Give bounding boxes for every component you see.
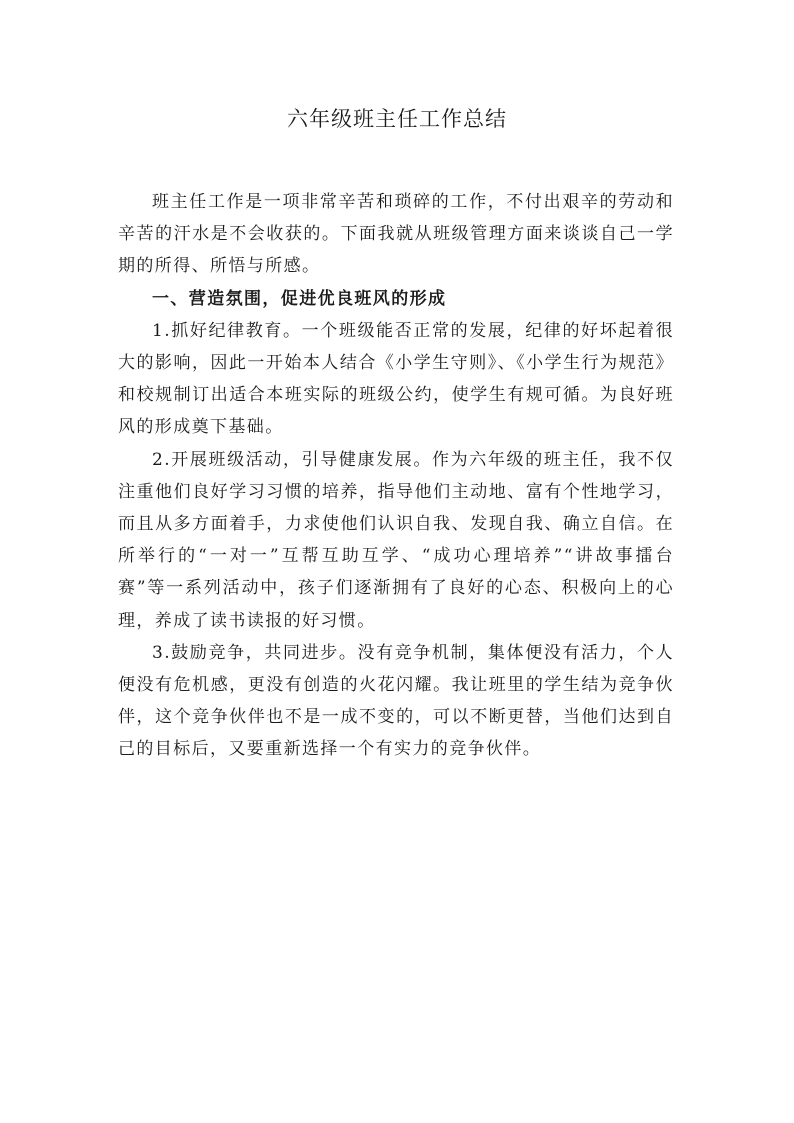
paragraph-activities: 2.开展班级活动，引导健康发展。作为六年级的班主任，我不仅注重他们良好学习习惯的培养，指导他们主动地、富有个性地学习，而且从多方面着手，力求使他们认识自我、发现自我、确立自信。在所举行的“一对一”互帮互助互学、“成功心理培养”“讲故事擂台赛”等一系列活动中，孩子们逐渐拥有了良好的心态、积极向上的心理，养成了读书读报的好习惯。 [118,449,674,631]
document-body [118,186,674,766]
intro-paragraph: 班主任工作是一项非常辛苦和琐碎的工作，不付出艰辛的劳动和辛苦的汗水是不会收获的。下面我就从班级管理方面来谈谈自己一学期的所得、所悟与所感。 [118,192,674,277]
section-heading: 一、营造氛围，促进优良班风的形成 [152,288,447,309]
document-title: 六年级班主任工作总结 [287,107,507,131]
paragraph-competition: 3.鼓励竞争，共同进步。没有竞争机制，集体便没有活力，个人便没有危机感，更没有创造的火花闪耀。我让班里的学生结为竞争伙伴，这个竞争伙伴也不是一成不变的，可以不断更替，当他们达到自己的目标后，又要重新选择一个有实力的竞争伙伴。 [118,642,674,760]
paragraph-discipline: 1.抓好纪律教育。一个班级能否正常的发展，纪律的好坏起着很大的影响，因此一开始本人结合《小学生守则》、《小学生行为规范》和校规制订出适合本班实际的班级公约，使学生有规可循。为良好班风的形成奠下基础。 [118,320,674,438]
